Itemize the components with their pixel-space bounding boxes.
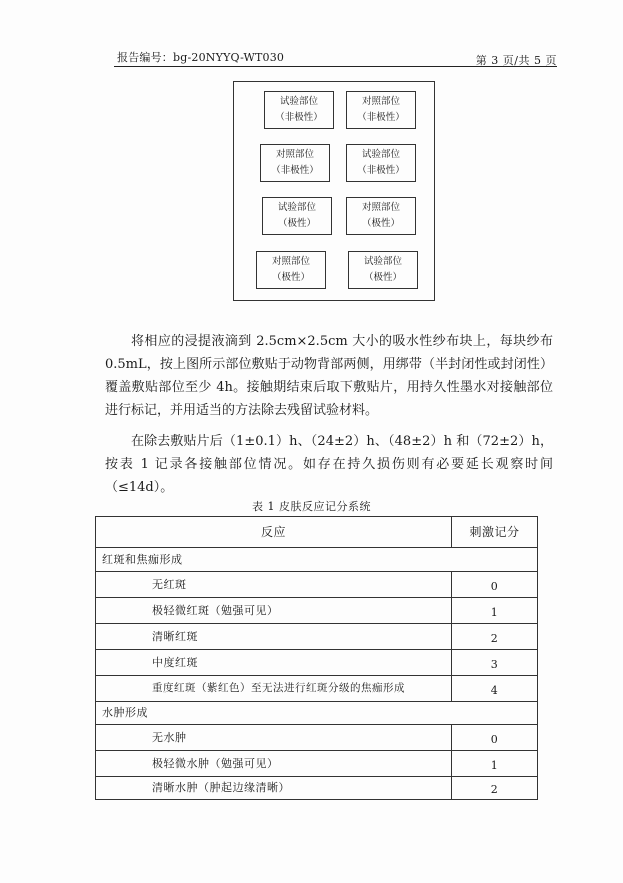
reaction-cell: 无水肿 [152,731,187,744]
reaction-cell: 重度红斑（紫红色）至无法进行红斑分级的焦痂形成 [152,682,405,694]
site-box [264,91,334,129]
site-box [346,91,416,129]
site-box [348,251,418,289]
score-cell: 2 [451,624,537,649]
site-box [346,197,416,235]
table-header-row [96,517,537,548]
score-cell: 1 [451,751,537,776]
table-group-row [96,548,537,572]
score-cell: 0 [451,725,537,750]
table-row [96,624,537,650]
site-box [260,144,330,182]
table-group-row [96,702,537,725]
column-header-score: 刺激记分 [451,517,537,547]
score-cell: 2 [451,777,537,799]
site-name: 对照部位 [275,149,314,160]
site-polarity: （极性） [271,272,310,283]
site-name: 试验部位 [279,96,318,107]
site-name: 试验部位 [363,256,402,267]
score-cell: 3 [451,650,537,675]
header-divider [114,66,557,67]
table-caption: 表 1 皮肤反应记分系统 [252,500,371,513]
column-header-reaction: 反应 [260,525,286,539]
observation-paragraph: 在除去敷贴片后（1±0.1）h、（24±2）h、（48±2）h 和（72±2）h，按表 1 记录各接触部位情况。如存在持久损伤则有必要延长观察时间（≤14d）。 [105,434,553,495]
score-cell: 4 [451,676,537,701]
table-row [96,598,537,624]
score-cell: 1 [451,598,537,623]
table-row [96,777,537,799]
reaction-cell: 清晰水肿（肿起边缘清晰） [152,781,290,794]
site-polarity: （极性） [361,218,400,229]
site-box [256,251,326,289]
site-name: 对照部位 [361,202,400,213]
group-title: 水肿形成 [102,706,148,719]
table-row [96,676,537,702]
reaction-cell: 极轻微红斑（勉强可见） [152,604,279,617]
score-cell: 0 [451,572,537,597]
reaction-cell: 无红斑 [152,578,187,591]
site-box [262,197,332,235]
table-row [96,650,537,676]
site-polarity: （极性） [363,272,402,283]
method-paragraph: 将相应的浸提液滴到 2.5cm×2.5cm 大小的吸水性纱布块上，每块纱布 0.5mL，按上图所示部位敷贴于动物背部两侧，用绑带（半封闭性或封闭性）覆盖敷贴部位至少 4h。接触期结束后取下敷贴片，用持久性墨水对接触部位进行标记，并用适当的方法除去残留试验材料。 [105,334,553,418]
reaction-cell: 极轻微水肿（勉强可见） [152,757,279,770]
site-polarity: （非极性） [357,165,405,176]
reaction-cell: 清晰红斑 [152,630,198,643]
site-name: 对照部位 [271,256,310,267]
site-name: 试验部位 [277,202,316,213]
table-row [96,751,537,777]
reaction-cell: 中度红斑 [152,656,198,669]
page-number: 第 3 页/共 5 页 [475,54,557,67]
site-polarity: （非极性） [271,165,319,176]
site-polarity: （非极性） [357,112,405,123]
application-site-diagram [233,81,435,301]
table-row [96,572,537,598]
group-title: 红斑和焦痂形成 [102,553,183,566]
site-polarity: （极性） [277,218,316,229]
site-name: 试验部位 [361,149,400,160]
skin-reaction-table [95,516,538,800]
site-name: 对照部位 [361,96,400,107]
site-box [346,144,416,182]
table-row [96,725,537,751]
report-number: 报告编号：bg-20NYYQ-WT030 [117,51,285,64]
site-polarity: （非极性） [275,112,323,123]
